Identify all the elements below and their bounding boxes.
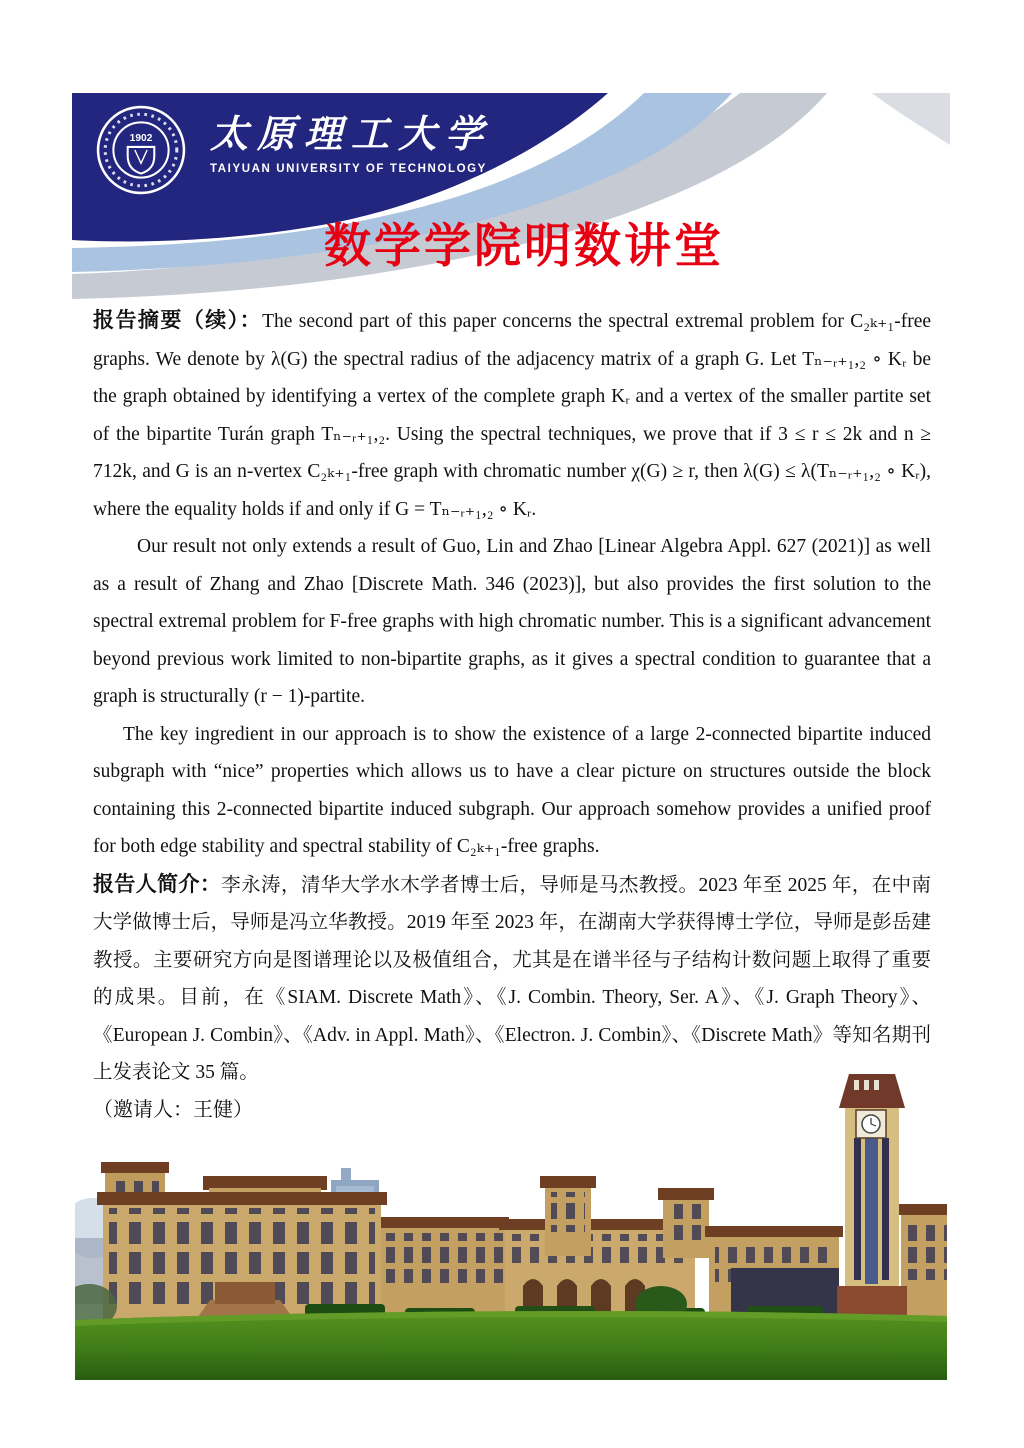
bio-paragraph (93, 866, 931, 1092)
campus-photo-illustration (75, 1068, 947, 1390)
university-names (210, 115, 492, 175)
poster-body (93, 302, 931, 1129)
university-name-en: TAIYUAN UNIVERSITY OF TECHNOLOGY (210, 162, 487, 175)
university-name-cn: 太原理工大学 (210, 114, 493, 156)
page-title: 数学学院明数讲堂 (324, 219, 724, 272)
bio-text: 李永涛，清华大学水木学者博士后，导师是马杰教授。2023 年至 2025 年，在中南大学做博士后，导师是冯立华教授。2019 年至 2023 年，在湖南大学获得博士学位，导师是彭岳建教授。主要研究方向是图谱理论以及极值组合，尤其是在谱半径与子结构计数问题上取得了重要的成果。目前，在《SIAM. Discrete Math》、《J. Combin. Theory, Ser. A》、《J. Graph Theory》、《European J. Combin》、《Adv. in Appl. Math》、《Electron. J. Combin》、《Discrete Math》等知名期刊上发表论文 35 篇。 (93, 874, 931, 1083)
bio-heading: 报告人简介： (93, 872, 222, 896)
abstract-heading: 报告摘要（续）： (93, 309, 263, 332)
header-banner (72, 93, 950, 300)
inviter-line: （邀请人：王健） (93, 1098, 253, 1121)
abstract-text-1: The second part of this paper concerns the spectral extremal problem for C₂ₖ₊₁-free graphs. We denote by λ(G) the spectral radius of the adjacency matrix of a graph G. Let Tₙ₋ᵣ₊₁,₂ ∘ Kᵣ be the graph obtained by identifying a vertex of the complete graph Kᵣ and a vertex of the smaller partite set of the bipartite Turán graph Tₙ₋ᵣ₊₁,₂. Using the spectral techniques, we prove that if 3 ≤ r ≤ 2k and n ≥ 712k, and G is an n-vertex C₂ₖ₊₁-free graph with chromatic number χ(G) ≥ r, then λ(G) ≤ λ(Tₙ₋ᵣ₊₁,₂ ∘ Kᵣ), where the equality holds if and only if G = Tₙ₋ᵣ₊₁,₂ ∘ Kᵣ. (93, 311, 931, 520)
seal-year: 1902 (129, 132, 153, 144)
university-seal-icon (96, 105, 186, 195)
abstract-paragraph-2: Our result not only extends a result of Guo, Lin and Zhao [Linear Algebra Appl. 627 (2021)] as well as a result of Zhang and Zhao [Discrete Math. 346 (2023)], but also provides the first solution to the spectral extremal problem for F-free graphs with high chromatic number. This is a significant advancement beyond previous work limited to non-bipartite graphs, as it gives a spectral condition to guarantee that a graph is structurally (r − 1)-partite. (93, 536, 931, 707)
abstract-paragraph-3: The key ingredient in our approach is to show the existence of a large 2-connected bipartite induced subgraph with “nice” properties which allows us to have a clear picture on structures outside the block containing this 2-connected bipartite induced subgraph. Our approach somehow provides a unified proof for both edge stability and spectral stability of C₂ₖ₊₁-free graphs. (93, 723, 931, 857)
campus-photo (75, 1068, 947, 1390)
university-logo (96, 105, 492, 195)
abstract-paragraph-1 (93, 302, 931, 528)
